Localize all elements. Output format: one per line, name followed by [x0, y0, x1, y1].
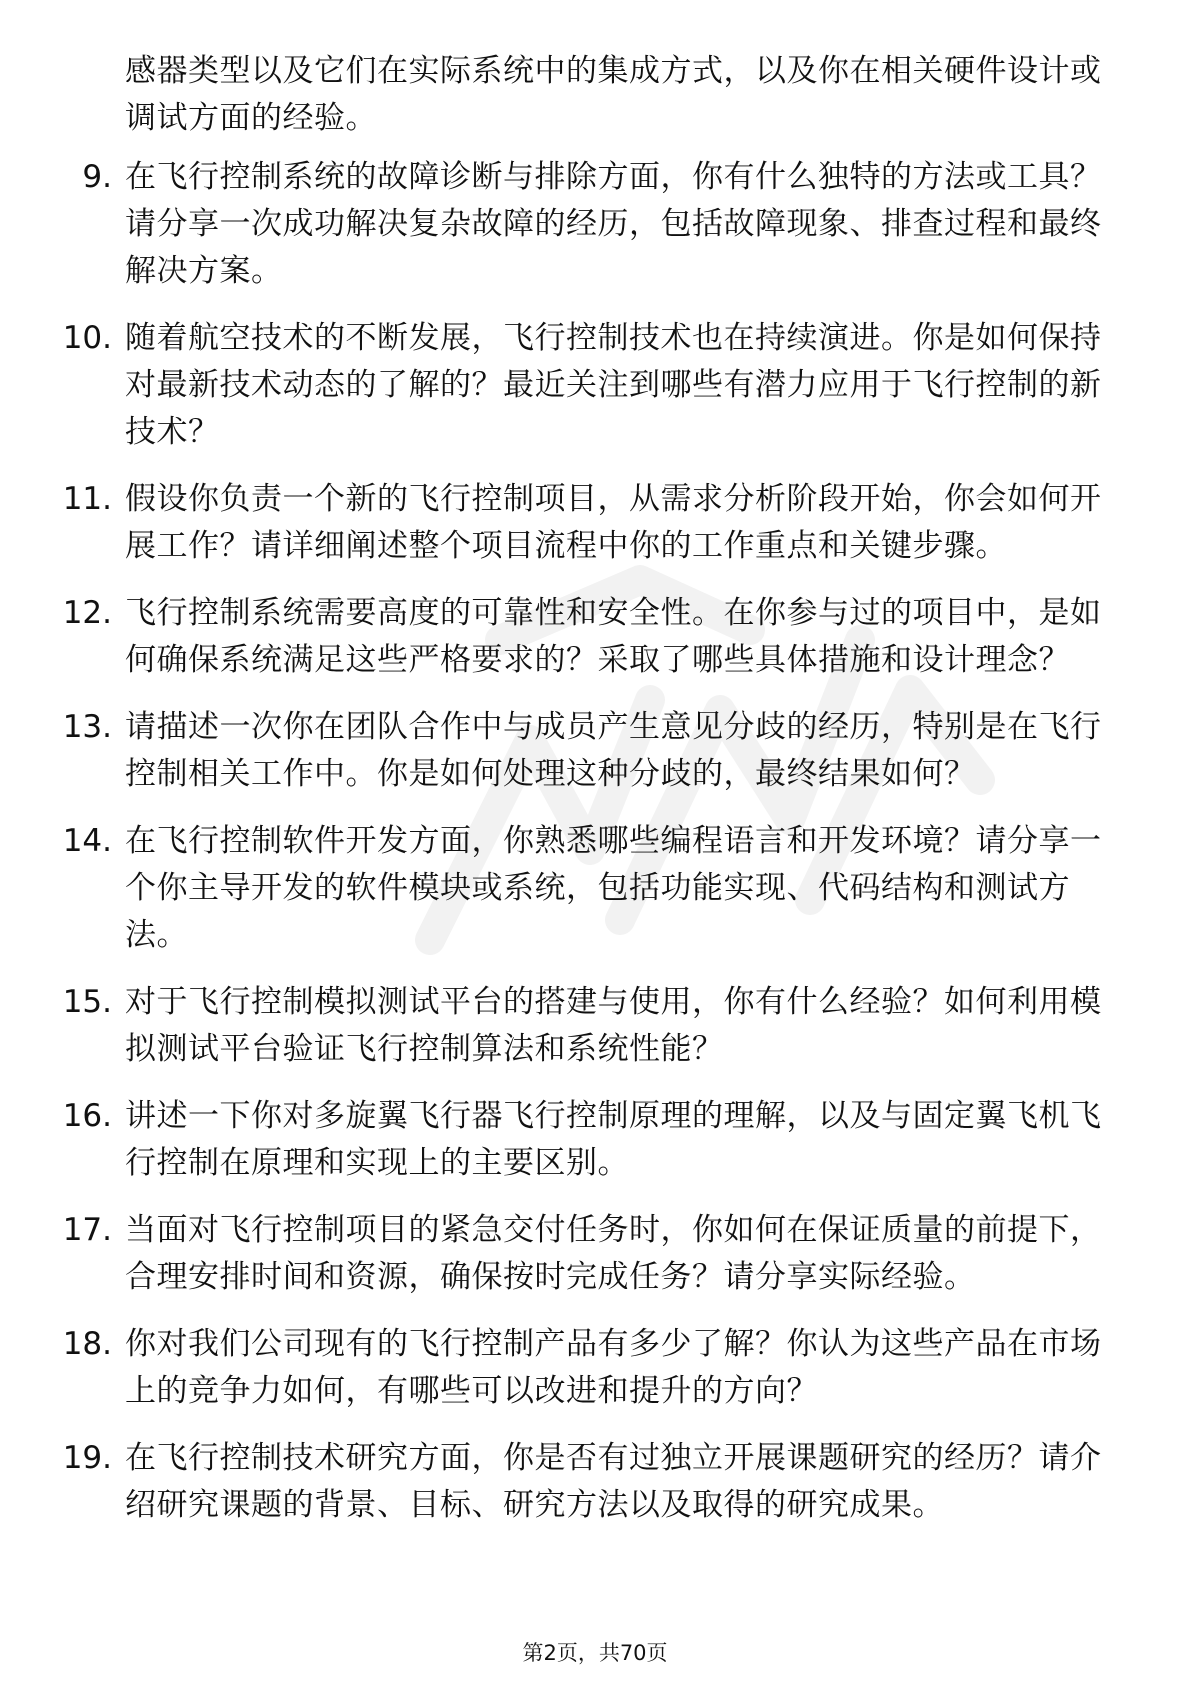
question-text: 在飞行控制系统的故障诊断与排除方面，你有什么独特的方法或工具？请分享一次成功解决复杂故障的经历，包括故障现象、排查过程和最终解决方案。 [125, 159, 1102, 289]
page-footer: 第2页，共70页 [522, 1641, 668, 1665]
question-list [0, 154, 1190, 1549]
question-item [0, 979, 1190, 1073]
question-text: 请描述一次你在团队合作中与成员产生意见分歧的经历，特别是在飞行控制相关工作中。你是如何处理这种分歧的，最终结果如何？ [125, 709, 1102, 792]
question-text: 你对我们公司现有的飞行控制产品有多少了解？你认为这些产品在市场上的竞争力如何，有哪些可以改进和提升的方向？ [125, 1326, 1102, 1409]
question-text: 假设你负责一个新的飞行控制项目，从需求分析阶段开始，你会如何开展工作？请详细阐述整个项目流程中你的工作重点和关键步骤。 [125, 481, 1102, 564]
question-item [0, 818, 1190, 959]
question-number: 17. [62, 1212, 112, 1248]
question-number: 11. [62, 481, 112, 517]
question-number: 9. [82, 159, 112, 195]
question-number: 10. [62, 320, 112, 356]
question-item [0, 315, 1190, 456]
question-text: 当面对飞行控制项目的紧急交付任务时，你如何在保证质量的前提下，合理安排时间和资源，确保按时完成任务？请分享实际经验。 [125, 1212, 1102, 1295]
question-text: 随着航空技术的不断发展，飞行控制技术也在持续演进。你是如何保持对最新技术动态的了解的？最近关注到哪些有潜力应用于飞行控制的新技术？ [125, 320, 1102, 450]
question-number: 19. [62, 1440, 112, 1476]
question-number: 18. [62, 1326, 112, 1362]
question-number: 14. [62, 823, 112, 859]
question-text: 在飞行控制软件开发方面，你熟悉哪些编程语言和开发环境？请分享一个你主导开发的软件模块或系统，包括功能实现、代码结构和测试方法。 [125, 823, 1102, 953]
question-item [0, 590, 1190, 684]
question-item [0, 1207, 1190, 1301]
question-item [0, 1321, 1190, 1415]
question-item [0, 704, 1190, 798]
question-item [0, 1435, 1190, 1529]
continuation-paragraph: 感器类型以及它们在实际系统中的集成方式，以及你在相关硬件设计或调试方面的经验。 [125, 53, 1102, 136]
question-item [0, 476, 1190, 570]
question-item [0, 1093, 1190, 1187]
question-number: 15. [62, 984, 112, 1020]
question-text: 讲述一下你对多旋翼飞行器飞行控制原理的理解，以及与固定翼飞机飞行控制在原理和实现上的主要区别。 [125, 1098, 1102, 1181]
question-number: 16. [62, 1098, 112, 1134]
question-number: 13. [62, 709, 112, 745]
question-number: 12. [62, 595, 112, 631]
question-text: 对于飞行控制模拟测试平台的搭建与使用，你有什么经验？如何利用模拟测试平台验证飞行控制算法和系统性能？ [125, 984, 1102, 1067]
question-text: 在飞行控制技术研究方面，你是否有过独立开展课题研究的经历？请介绍研究课题的背景、目标、研究方法以及取得的研究成果。 [125, 1440, 1102, 1523]
question-item [0, 154, 1190, 295]
question-text: 飞行控制系统需要高度的可靠性和安全性。在你参与过的项目中，是如何确保系统满足这些严格要求的？采取了哪些具体措施和设计理念？ [125, 595, 1102, 678]
